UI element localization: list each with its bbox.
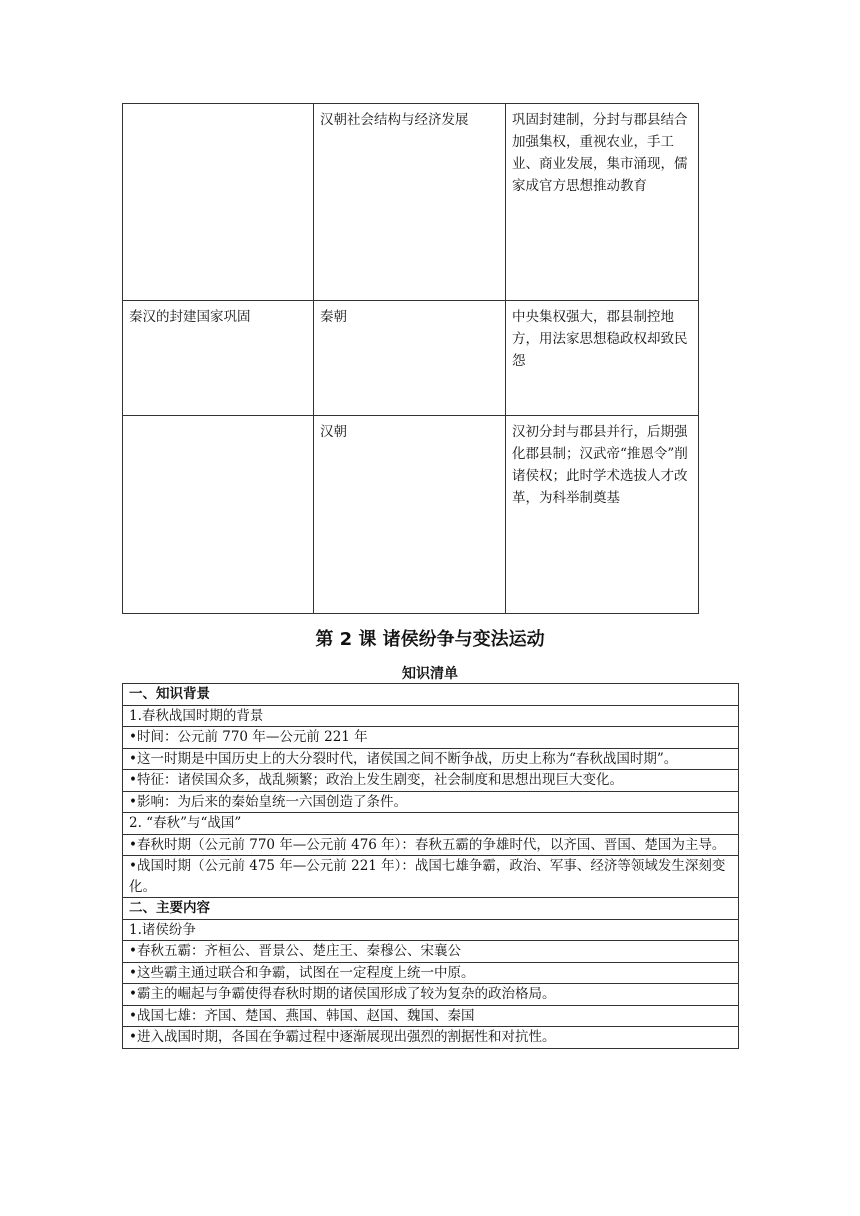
- section-header-row: [123, 898, 739, 920]
- list-item-text: •春秋五霸：齐桓公、晋景公、楚庄王、秦穆公、宋襄公: [123, 941, 739, 963]
- section-heading: 一、知识背景: [123, 684, 739, 706]
- list-item-text: •影响：为后来的秦始皇统一六国创造了条件。: [123, 791, 739, 813]
- list-item-text: •进入战国时期，各国在争霸过程中逐渐展现出强烈的割据性和对抗性。: [123, 1027, 739, 1049]
- section-header-row: [123, 684, 739, 706]
- list-item-text: 1.春秋战国时期的背景: [123, 705, 739, 727]
- table-row: [123, 416, 699, 614]
- table-cell: 巩固封建制，分封与郡县结合加强集权，重视农业，手工业、商业发展，集市涌现，儒家成官方思想推动教育: [506, 104, 699, 301]
- list-item: [123, 834, 739, 856]
- list-item: [123, 705, 739, 727]
- table-cell: 秦朝: [314, 301, 506, 416]
- table-cell: 中央集权强大，郡县制控地方，用法家思想稳政权却致民怨: [506, 301, 699, 416]
- table-cell: 汉朝社会结构与经济发展: [314, 104, 506, 301]
- list-item-text: •战国时期（公元前 475 年—公元前 221 年）：战国七雄争霸，政治、军事、经济等领域发生深刻变化。: [123, 856, 739, 898]
- list-item: [123, 748, 739, 770]
- list-item: [123, 1027, 739, 1049]
- list-item: [123, 941, 739, 963]
- list-item-text: •霸主的崛起与争霸使得春秋时期的诸侯国形成了较为复杂的政治格局。: [123, 984, 739, 1006]
- list-item-text: •特征：诸侯国众多，战乱频繁；政治上发生剧变，社会制度和思想出现巨大变化。: [123, 770, 739, 792]
- section-heading: 二、主要内容: [123, 898, 739, 920]
- table-cell: 秦汉的封建国家巩固: [123, 301, 314, 416]
- list-item: [123, 813, 739, 835]
- table-cell: [123, 104, 314, 301]
- list-item-text: •战国七雄：齐国、楚国、燕国、韩国、赵国、魏国、秦国: [123, 1005, 739, 1027]
- list-item-text: •这些霸主通过联合和争霸，试图在一定程度上统一中原。: [123, 962, 739, 984]
- list-item-text: •这一时期是中国历史上的大分裂时代，诸侯国之间不断争战，历史上称为“春秋战国时期”。: [123, 748, 739, 770]
- list-item: [123, 727, 739, 749]
- list-item-text: •春秋时期（公元前 770 年—公元前 476 年）：春秋五霸的争雄时代，以齐国、晋国、楚国为主导。: [123, 834, 739, 856]
- list-item: [123, 856, 739, 898]
- table-cell: 汉初分封与郡县并行，后期强化郡县制；汉武帝“推恩令”削诸侯权；此时学术选拔人才改革，为科举制奠基: [506, 416, 699, 614]
- list-item: [123, 919, 739, 941]
- knowledge-list-title: 知识清单: [402, 666, 458, 682]
- list-item: [123, 770, 739, 792]
- list-item: [123, 1005, 739, 1027]
- list-item: [123, 791, 739, 813]
- lesson-title: 第 2 课 诸侯纷争与变法运动: [315, 629, 545, 650]
- table-cell: 汉朝: [314, 416, 506, 614]
- list-item-text: 2. “春秋”与“战国”: [123, 813, 739, 835]
- list-item: [123, 962, 739, 984]
- list-item: [123, 984, 739, 1006]
- table-row: [123, 104, 699, 301]
- summary-table: [122, 103, 699, 614]
- knowledge-list-table: [122, 683, 739, 1049]
- list-item-text: •时间：公元前 770 年—公元前 221 年: [123, 727, 739, 749]
- table-row: [123, 301, 699, 416]
- table-cell: [123, 416, 314, 614]
- list-item-text: 1.诸侯纷争: [123, 919, 739, 941]
